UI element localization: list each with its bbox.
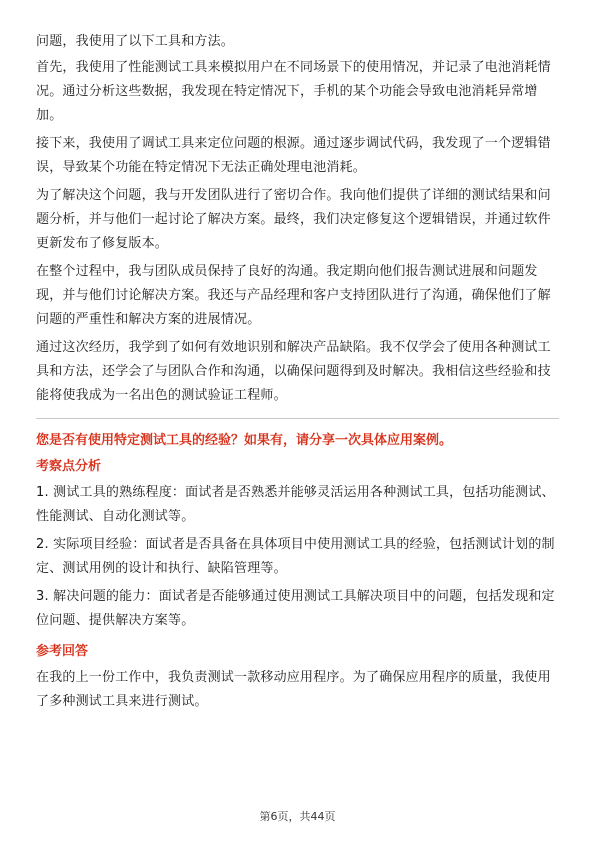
answer-heading: 参考回答	[36, 644, 89, 659]
body-paragraph: 接下来，我使用了调试工具来定位问题的根源。通过逐步调试代码，我发现了一个逻辑错误，导致某个功能在特定情况下无法正确处理电池消耗。	[36, 136, 551, 175]
answer-paragraph: 在我的上一份工作中，我负责测试一款移动应用程序。为了确保应用程序的质量，我使用了多种测试工具来进行测试。	[36, 670, 551, 709]
body-paragraph: 为了解决这个问题，我与开发团队进行了密切合作。我向他们提供了详细的测试结果和问题分析，并与他们一起讨论了解决方案。最终，我们决定修复这个逻辑错误，并通过软件更新发布了修复版本。	[36, 188, 551, 251]
section-divider	[36, 418, 559, 419]
interview-question: 您是否有使用特定测试工具的经验？如果有，请分享一次具体应用案例。	[36, 433, 453, 448]
analysis-item: 3. 解决问题的能力：面试者是否能够通过使用测试工具解决项目中的问题，包括发现和定位问题、提供解决方案等。	[36, 589, 555, 628]
page-number: 第6页，共44页	[259, 810, 336, 823]
body-paragraph: 问题，我使用了以下工具和方法。	[36, 34, 235, 49]
body-paragraph: 通过这次经历，我学到了如何有效地识别和解决产品缺陷。我不仅学会了使用各种测试工具和方法，还学会了与团队合作和沟通，以确保问题得到及时解决。我相信这些经验和技能将使我成为一名出色的测试验证工程师。	[36, 340, 551, 403]
body-paragraph: 在整个过程中，我与团队成员保持了良好的沟通。我定期向他们报告测试进展和问题发现，并与他们讨论解决方案。我还与产品经理和客户支持团队进行了沟通，确保他们了解问题的严重性和解决方案的进展情况。	[36, 264, 551, 327]
body-paragraph: 首先，我使用了性能测试工具来模拟用户在不同场景下的使用情况，并记录了电池消耗情况。通过分析这些数据，我发现在特定情况下，手机的某个功能会导致电池消耗异常增加。	[36, 60, 551, 123]
analysis-item: 2. 实际项目经验：面试者是否具备在具体项目中使用测试工具的经验，包括测试计划的制定、测试用例的设计和执行、缺陷管理等。	[36, 537, 555, 576]
analysis-heading: 考察点分析	[36, 459, 102, 474]
page-content	[36, 30, 559, 718]
analysis-item: 1. 测试工具的熟练程度：面试者是否熟悉并能够灵活运用各种测试工具，包括功能测试、性能测试、自动化测试等。	[36, 485, 555, 524]
